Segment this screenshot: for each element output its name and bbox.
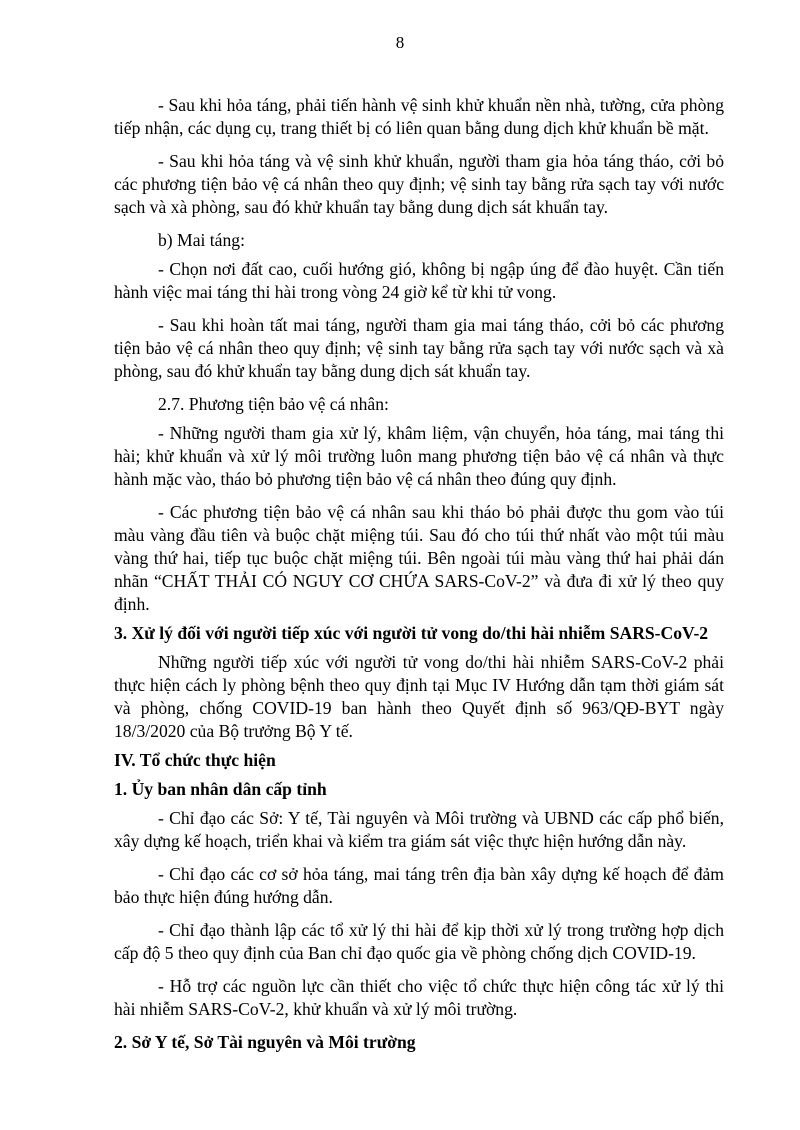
subsection-ppe: 2.7. Phương tiện bảo vệ cá nhân: xyxy=(158,394,389,414)
paragraph-support-resources: - Hỗ trợ các nguồn lực cần thiết cho việc tổ chức thực hiện công tác xử lý thi hài nhiễm SARS-CoV-2, khử khuẩn và xử lý môi trường. xyxy=(114,976,724,1019)
section-heading-health-department: 2. Sở Y tế, Sở Tài nguyên và Môi trường xyxy=(114,1032,416,1052)
paragraph-contacts-quarantine: Những người tiếp xúc với người tử vong do/thi hài nhiễm SARS-CoV-2 phải thực hiện cách ly phòng bệnh theo quy định tại Mục IV Hướng dẫn tạm thời giám sát và phòng, chống COVID-19 ban hành theo Quyết định số 963/QĐ-BYT ngày 18/3/2020 của Bộ trưởng Bộ Y tế. xyxy=(114,652,724,741)
paragraph-direct-teams: - Chỉ đạo thành lập các tổ xử lý thi hài để kịp thời xử lý trong trường hợp dịch cấp độ 5 theo quy định của Ban chỉ đạo quốc gia về phòng chống dịch COVID-19. xyxy=(114,920,724,963)
paragraph-burial-ppe-removal: - Sau khi hoàn tất mai táng, người tham gia mai táng tháo, cởi bỏ các phương tiện bảo vệ cá nhân theo quy định; vệ sinh tay bằng rửa sạch tay với nước sạch và xà phòng, sau đó khử khuẩn tay bằng dung dịch sát khuẩn tay. xyxy=(114,315,724,381)
paragraph-cremation-disinfection: - Sau khi hỏa táng, phải tiến hành vệ sinh khử khuẩn nền nhà, tường, cửa phòng tiếp nhận, các dụng cụ, trang thiết bị có liên quan bằng dung dịch khử khuẩn bề mặt. xyxy=(114,95,724,138)
paragraph-burial-site: - Chọn nơi đất cao, cuối hướng gió, không bị ngập úng để đào huyệt. Cần tiến hành việc mai táng thi hài trong vòng 24 giờ kể từ khi tử vong. xyxy=(114,259,724,302)
paragraph-direct-departments: - Chỉ đạo các Sở: Y tế, Tài nguyên và Môi trường và UBND các cấp phổ biến, xây dựng kế hoạch, triển khai và kiểm tra giám sát việc thực hiện hướng dẫn này. xyxy=(114,808,724,851)
paragraph-cremation-ppe-removal: - Sau khi hỏa táng và vệ sinh khử khuẩn, người tham gia hỏa táng tháo, cởi bỏ các phương tiện bảo vệ cá nhân theo quy định; vệ sinh tay bằng rửa sạch tay với nước sạch và xà phòng, sau đó khử khuẩn tay bằng dung dịch sát khuẩn tay. xyxy=(114,151,724,217)
paragraph-direct-facilities: - Chỉ đạo các cơ sở hỏa táng, mai táng trên địa bàn xây dựng kế hoạch để đảm bảo thực hiện đúng hướng dẫn. xyxy=(114,864,724,907)
page-number: 8 xyxy=(395,33,405,52)
document-body xyxy=(114,94,724,1060)
paragraph-ppe-disposal: - Các phương tiện bảo vệ cá nhân sau khi tháo bỏ phải được thu gom vào túi màu vàng đầu tiên và buộc chặt miệng túi. Sau đó cho túi thứ nhất vào một túi màu vàng thứ hai, tiếp tục buộc chặt miệng túi. Bên ngoài túi màu vàng thứ hai phải dán nhãn “CHẤT THẢI CÓ NGUY CƠ CHỨA SARS-CoV-2” và đưa đi xử lý theo quy định. xyxy=(114,502,724,614)
subsection-burial: b) Mai táng: xyxy=(158,230,245,250)
section-heading-provincial-committee: 1. Ủy ban nhân dân cấp tỉnh xyxy=(114,779,327,799)
section-heading-contacts: 3. Xử lý đối với người tiếp xúc với người tử vong do/thi hài nhiễm SARS-CoV-2 xyxy=(114,623,709,643)
section-heading-implementation: IV. Tổ chức thực hiện xyxy=(114,750,276,770)
paragraph-ppe-usage: - Những người tham gia xử lý, khâm liệm, vận chuyển, hỏa táng, mai táng thi hài; khử khuẩn và xử lý môi trường luôn mang phương tiện bảo vệ cá nhân và thực hành mặc vào, tháo bỏ phương tiện bảo vệ cá nhân theo đúng quy định. xyxy=(114,423,724,489)
